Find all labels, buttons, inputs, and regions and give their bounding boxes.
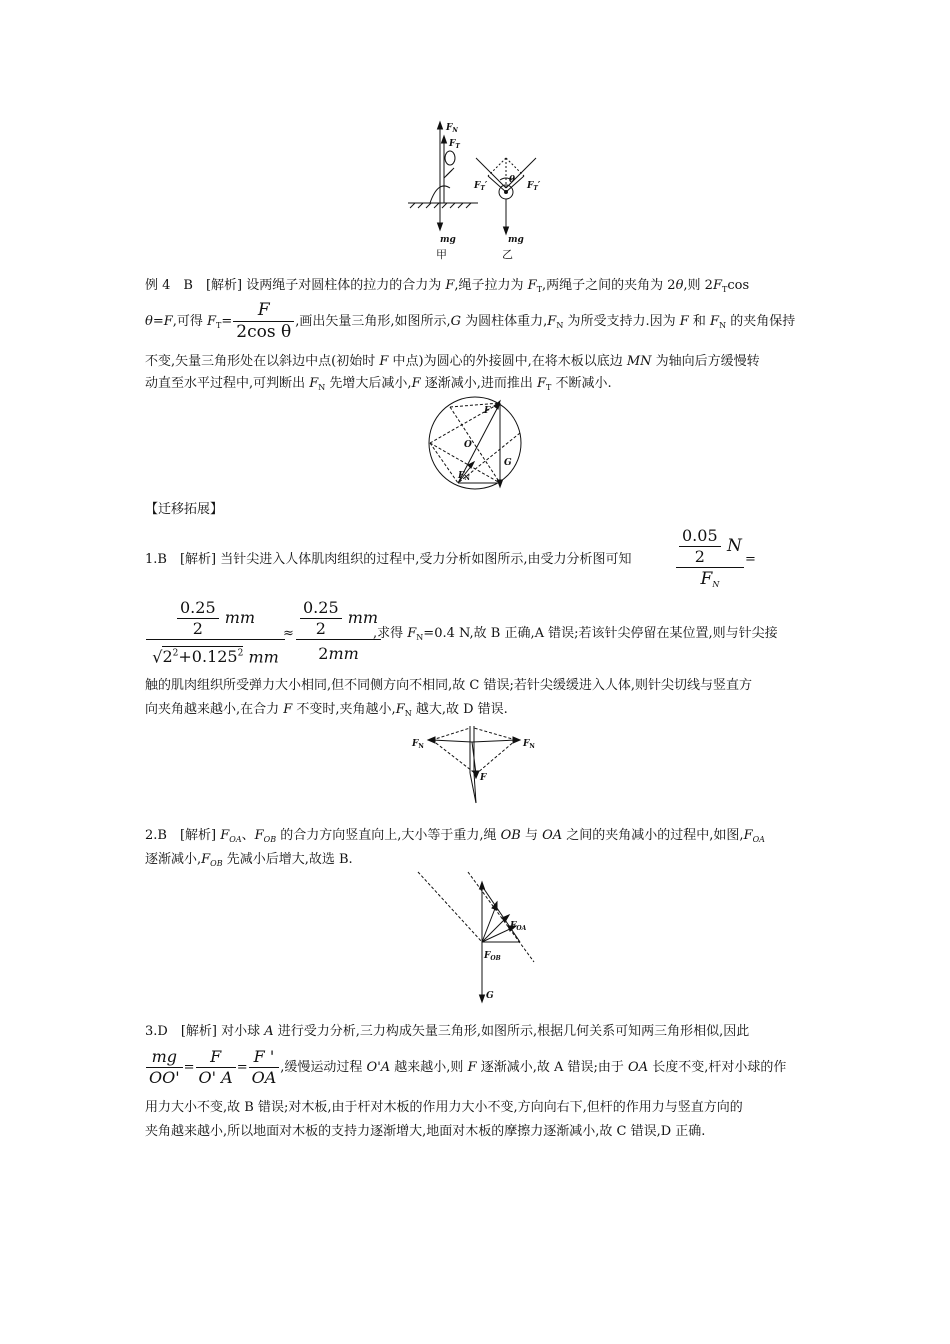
fig2-fn-label: $F_N$ bbox=[458, 471, 470, 482]
q1-fraction-2: $\frac{0.25}{2}$ mm $√2^2+0.125^2$ mm bbox=[146, 598, 285, 667]
q3-line-3: 用力大小不变,故 B 错误;对木板,由于杆对木板的作用力大小不变,方向向右下,但杆的作用力与竖直方向的 bbox=[145, 1100, 743, 1115]
fig3-fn-right-label: $F_N$ bbox=[523, 739, 535, 750]
figure-oa-ob bbox=[410, 868, 540, 1004]
q3-line-4: 夹角越来越小,所以地面对木板的支持力逐渐增大,地面对木板的摩擦力逐渐减小,故 C 错误,D 正确. bbox=[145, 1124, 706, 1139]
ex4-line-4: 动直至水平过程中,可判断出 $F_N$ 先增大后减小,F 逐渐减小,进而推出 $F_T$ 不断减小. bbox=[145, 376, 612, 392]
q3-fraction-1: $\frac{mg}{OO'}$ bbox=[146, 1047, 183, 1088]
fig4-g-label: G bbox=[486, 991, 494, 1001]
ex4-fraction: $\frac{F}{\text{2cos θ}}$ bbox=[233, 300, 294, 343]
fig1-ft-label: $F_T$ bbox=[449, 139, 460, 150]
q3-line-1: 3.D [解析] 对小球 A 进行受力分析,三力构成矢量三角形,如图所示,根据几何关系可知两三角形相似,因此 bbox=[145, 1024, 750, 1039]
q1-line-2: $\frac{0.25}{2}$ mm $√2^2+0.125^2$ mm ≈ $\frac{0.25}{2}$ mm 2mm ,求得 $F_N=0.4$ N,故 B 正确,A 错误;若该针尖停留在某位置,则与针尖接 bbox=[145, 598, 810, 668]
q3-fraction-3: $\frac{F '}{OA}$ bbox=[249, 1047, 280, 1088]
fig3-fn-left-label: $F_N$ bbox=[412, 739, 424, 750]
q1-fraction-3: $\frac{0.25}{2}$ mm 2mm bbox=[296, 598, 381, 664]
fig4-foa-label: $F_{OA}$ bbox=[510, 921, 527, 932]
fig1-mg2-label: mg bbox=[508, 235, 524, 245]
ex4-line-2: θ=F,可得 $F_T=$ $\frac{F}{\text{2cos θ}}$ ,画出矢量三角形,如图所示,G 为圆柱体重力$,F_N$ 为所受支持力.因为 F 和 $F_N$ 的夹角保持 bbox=[145, 300, 796, 342]
fig4-fob-label: $F_{OB}$ bbox=[484, 951, 501, 962]
fig1-theta-label: θ bbox=[509, 175, 516, 185]
q3-fraction-2: $\frac{F}{O' A}$ bbox=[196, 1047, 236, 1088]
q2-line-2: 逐渐减小$,F_{OB}$ 先减小后增大,故选 B. bbox=[145, 852, 353, 868]
q3-line-2: $\frac{mg}{OO'}$ = $\frac{F}{O' A}$ = $\frac{F '}{OA}$ ,缓慢运动过程 O'A 越来越小,则 F 逐渐减小,故 A 错误;由于 OA 长度不变,杆对小球的作 bbox=[145, 1046, 810, 1090]
section-heading: 【迁移拓展】 bbox=[145, 502, 224, 517]
fig1-mg-label: mg bbox=[440, 235, 456, 245]
q1-line-1: 1.B [解析] 当针尖进入人体肌肉组织的过程中,受力分析如图所示,由受力分析图可知 $\frac{0.05}{2}$ N $F_N$ = bbox=[145, 526, 756, 589]
fig2-f-label: F bbox=[484, 406, 491, 416]
fig1-jia-label: 甲 bbox=[436, 248, 447, 260]
fig1-ft-right-label: $F_T'$ bbox=[527, 181, 541, 192]
fig2-o-label: O bbox=[464, 440, 472, 450]
figure-needle bbox=[410, 718, 540, 808]
ex4-line-3: 不变,矢量三角形处在以斜边中点(初始时 F 中点)为圆心的外接圆中,在将木板以底边 MN 为轴向后方缓慢转 bbox=[145, 354, 760, 369]
fig2-g-label: G bbox=[504, 458, 512, 468]
q1-line-3: 触的肌肉组织所受弹力大小相同,但不同侧方向不相同,故 C 错误;若针尖缓缓进入人体,则针尖切线与竖直方 bbox=[145, 678, 752, 693]
fig1-ft-left-label: $F_T'$ bbox=[474, 181, 488, 192]
q2-line-1: 2.B [解析] $F_{OA}$、$F_{OB}$ 的合力方向竖直向上,大小等于重力,绳 OB 与 OA 之间的夹角减小的过程中,如图$,F_{OA}$ bbox=[145, 828, 765, 844]
fig1-fn-label: $F_N$ bbox=[446, 123, 458, 134]
q1-fraction-1: $\frac{0.05}{2}$ N $F_N$ bbox=[676, 526, 744, 590]
figure-circle bbox=[420, 395, 532, 495]
figure-jia-yi bbox=[400, 118, 560, 260]
fig1-yi-label: 乙 bbox=[502, 248, 513, 260]
ex4-line-1: 例 4 B [解析] 设两绳子对圆柱体的拉力的合力为 F,绳子拉力为 $F_T$,两绳子之间的夹角为 2θ,则 $2F_T\cos$ bbox=[145, 278, 750, 294]
q1-line-4: 向夹角越来越小,在合力 F 不变时,夹角越小$,F_N$ 越大,故 D 错误. bbox=[145, 702, 508, 718]
fig3-f-label: F bbox=[480, 773, 487, 783]
